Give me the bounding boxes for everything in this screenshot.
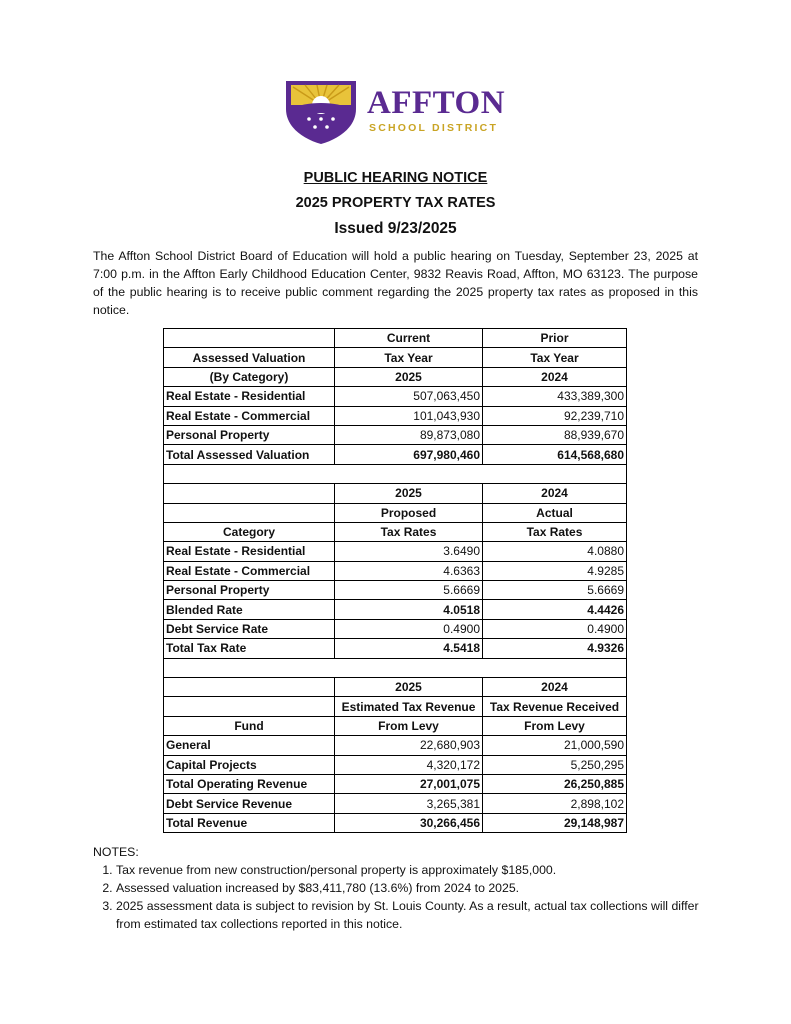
- row-label: Total Operating Revenue: [164, 774, 335, 793]
- table-row: [164, 619, 627, 638]
- table-row: [164, 425, 627, 444]
- table-row: [164, 348, 627, 367]
- value-cell: 21,000,590: [483, 736, 627, 755]
- row-label: Real Estate - Residential: [164, 542, 335, 561]
- logo-subtitle: SCHOOL DISTRICT: [369, 122, 499, 134]
- header-cell: Tax Rates: [335, 522, 483, 541]
- value-cell: 5.6669: [335, 581, 483, 600]
- page-subtitle: 2025 PROPERTY TAX RATES: [295, 195, 496, 211]
- header-cell: Estimated Tax Revenue: [335, 697, 483, 716]
- table-row: [164, 522, 627, 541]
- value-cell: 89,873,080: [335, 425, 483, 444]
- table-row: [164, 736, 627, 755]
- row-label: Personal Property: [164, 425, 335, 444]
- value-cell: 4.4426: [483, 600, 627, 619]
- notes-section: [93, 843, 703, 933]
- value-cell: 4.5418: [335, 639, 483, 658]
- row-label: Real Estate - Commercial: [164, 561, 335, 580]
- value-cell: 4.9285: [483, 561, 627, 580]
- value-cell: 4,320,172: [335, 755, 483, 774]
- header-cell: Tax Year: [335, 348, 483, 367]
- value-cell: 614,568,680: [483, 445, 627, 464]
- district-logo: [283, 79, 518, 145]
- intro-paragraph: The Affton School District Board of Education will hold a public hearing on Tuesday, September 23, 2025 at 7:00 p.m. in the Affton Early Childhood Education Center, 9832 Reavis Road, Affton, MO 63123. The purpose of the public hearing is to receive public comment regarding the 2025 property tax rates as proposed in this notice.: [93, 249, 698, 317]
- value-cell: 88,939,670: [483, 425, 627, 444]
- tax-table: [163, 328, 627, 833]
- value-cell: 0.4900: [335, 619, 483, 638]
- table-row: [164, 794, 627, 813]
- table-row: [164, 678, 627, 697]
- header-cell: From Levy: [335, 716, 483, 735]
- value-cell: 101,043,930: [335, 406, 483, 425]
- notes-list: [93, 861, 703, 933]
- header-cell: [164, 678, 335, 697]
- table-row: [164, 600, 627, 619]
- value-cell: 5.6669: [483, 581, 627, 600]
- header-cell: 2025: [335, 367, 483, 386]
- header-cell: [164, 503, 335, 522]
- header-cell: 2025: [335, 678, 483, 697]
- table-row: [164, 813, 627, 832]
- row-label: Total Assessed Valuation: [164, 445, 335, 464]
- header-cell: [164, 484, 335, 503]
- value-cell: 27,001,075: [335, 774, 483, 793]
- row-label: Debt Service Revenue: [164, 794, 335, 813]
- value-cell: 92,239,710: [483, 406, 627, 425]
- page-title: PUBLIC HEARING NOTICE: [303, 170, 488, 186]
- header-cell: Tax Year: [483, 348, 627, 367]
- table-row: [164, 503, 627, 522]
- spacer-row: [164, 658, 627, 677]
- table-row: [164, 639, 627, 658]
- row-label: Real Estate - Residential: [164, 387, 335, 406]
- value-cell: 3,265,381: [335, 794, 483, 813]
- header-cell: (By Category): [164, 367, 335, 386]
- header-cell: From Levy: [483, 716, 627, 735]
- value-cell: 433,389,300: [483, 387, 627, 406]
- header-cell: Actual: [483, 503, 627, 522]
- table-row: [164, 755, 627, 774]
- header-cell: Fund: [164, 716, 335, 735]
- value-cell: 4.0518: [335, 600, 483, 619]
- row-label: Personal Property: [164, 581, 335, 600]
- row-label: Capital Projects: [164, 755, 335, 774]
- row-label: Debt Service Rate: [164, 619, 335, 638]
- value-cell: 3.6490: [335, 542, 483, 561]
- table-row: [164, 581, 627, 600]
- header-cell: 2024: [483, 367, 627, 386]
- table-row: [164, 406, 627, 425]
- list-item: 1. Tax revenue from new construction/personal property is approximately $185,000.: [116, 861, 703, 879]
- spacer-row: [164, 464, 627, 483]
- row-label: Real Estate - Commercial: [164, 406, 335, 425]
- header-cell: Current: [335, 329, 483, 348]
- row-label: Total Tax Rate: [164, 639, 335, 658]
- table-row: [164, 387, 627, 406]
- header-cell: [164, 697, 335, 716]
- table-row: [164, 774, 627, 793]
- header-cell: Tax Revenue Received: [483, 697, 627, 716]
- header-cell: 2024: [483, 484, 627, 503]
- table-row: [164, 697, 627, 716]
- header-cell: Tax Rates: [483, 522, 627, 541]
- header-cell: Proposed: [335, 503, 483, 522]
- value-cell: 4.6363: [335, 561, 483, 580]
- value-cell: 29,148,987: [483, 813, 627, 832]
- value-cell: 30,266,456: [335, 813, 483, 832]
- value-cell: 4.9326: [483, 639, 627, 658]
- list-item: 3. 2025 assessment data is subject to revision by St. Louis County. As a result, actual tax collections will differ from estimated tax collections reported in this notice.: [116, 897, 703, 933]
- header-cell: 2025: [335, 484, 483, 503]
- table-row: [164, 484, 627, 503]
- shield-icon: [283, 79, 359, 145]
- value-cell: 507,063,450: [335, 387, 483, 406]
- header-cell: Category: [164, 522, 335, 541]
- table-row: [164, 367, 627, 386]
- row-label: General: [164, 736, 335, 755]
- header-cell: 2024: [483, 678, 627, 697]
- header-cell: [164, 329, 335, 348]
- list-item: 2. Assessed valuation increased by $83,411,780 (13.6%) from 2024 to 2025.: [116, 879, 703, 897]
- row-label: Total Revenue: [164, 813, 335, 832]
- table-row: [164, 329, 627, 348]
- value-cell: 4.0880: [483, 542, 627, 561]
- table-row: [164, 561, 627, 580]
- table-row: [164, 716, 627, 735]
- table-row: [164, 445, 627, 464]
- header-cell: Prior: [483, 329, 627, 348]
- value-cell: 22,680,903: [335, 736, 483, 755]
- value-cell: 5,250,295: [483, 755, 627, 774]
- notes-title: NOTES:: [93, 845, 139, 859]
- value-cell: 0.4900: [483, 619, 627, 638]
- issue-date: Issued 9/23/2025: [334, 220, 457, 237]
- value-cell: 26,250,885: [483, 774, 627, 793]
- value-cell: 697,980,460: [335, 445, 483, 464]
- value-cell: 2,898,102: [483, 794, 627, 813]
- row-label: Blended Rate: [164, 600, 335, 619]
- logo-wordmark: AFFTON: [367, 85, 506, 121]
- header-cell: Assessed Valuation: [164, 348, 335, 367]
- table-row: [164, 542, 627, 561]
